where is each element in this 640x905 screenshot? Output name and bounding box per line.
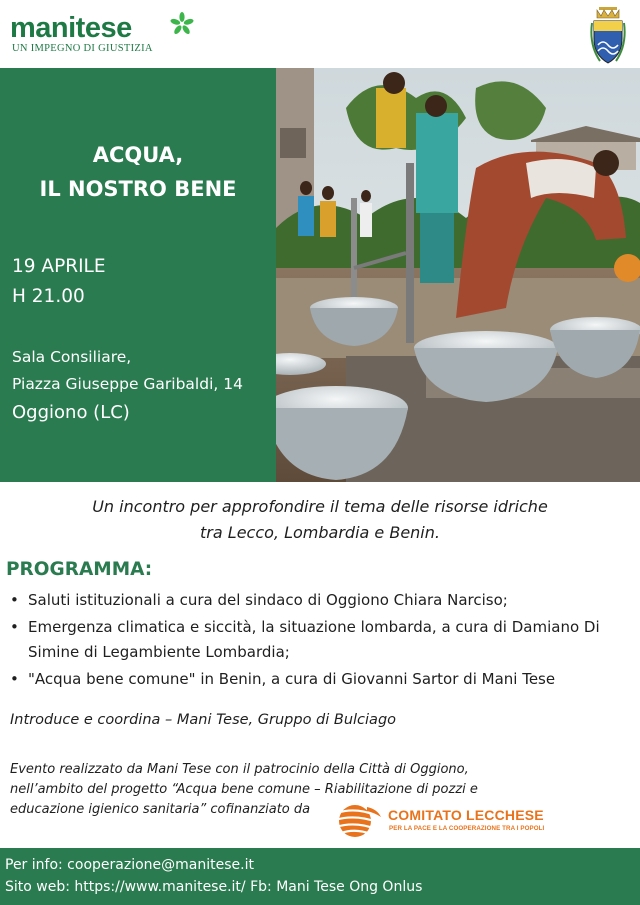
- note-line1: Evento realizzato da Mani Tese con il patrocinio della Città di Oggiono,: [10, 762, 469, 777]
- programma-heading: PROGRAMMA:: [6, 559, 153, 580]
- list-item: [10, 615, 634, 665]
- intro-line2: tra Lecco, Lombardia e Benin.: [200, 523, 440, 542]
- programma-item-text: Emergenza climatica e siccità, la situazione lombarda, a cura di Damiano Di Simine di Legambiente Lombardia;: [28, 618, 600, 661]
- header: [0, 0, 640, 68]
- logo-tagline: UN IMPEGNO DI GIUSTIZIA: [12, 43, 153, 54]
- globe-logo-icon: [331, 803, 383, 839]
- venue-line2: Piazza Giuseppe Garibaldi, 14: [12, 375, 243, 393]
- venue-line1: Sala Consiliare,: [12, 348, 132, 366]
- water-well-photo: [276, 68, 640, 482]
- hero-section: [0, 68, 640, 482]
- programma-item-text: "Acqua bene comune" in Benin, a cura di Giovanni Sartor di Mani Tese: [28, 670, 556, 688]
- event-title-line2: IL NOSTRO BENE: [39, 177, 237, 201]
- event-title: [0, 138, 276, 206]
- programma-item-text: Saluti istituzionali a cura del sindaco di Oggiono Chiara Narciso;: [28, 591, 508, 609]
- event-date: 19 APRILE: [12, 256, 106, 277]
- comitato-lecchese-logo: [331, 803, 551, 839]
- note-line2: nell’ambito del progetto “Acqua bene comune – Riabilitazione di pozzi e: [10, 782, 478, 797]
- footer-web: Sito web: https://www.manitese.it/ Fb: Mani Tese Ong Onlus: [5, 879, 423, 895]
- programma-list: [10, 588, 634, 694]
- bullet-icon: •: [10, 591, 19, 609]
- event-city: Oggiono (LC): [12, 402, 130, 423]
- event-datetime: [12, 252, 106, 312]
- bullet-icon: •: [10, 618, 19, 636]
- coat-of-arms-icon: [590, 5, 626, 67]
- star-icon: [170, 12, 194, 36]
- logo-wordmark: manitese: [10, 12, 132, 44]
- event-time: H 21.00: [12, 286, 85, 307]
- list-item: [10, 588, 634, 613]
- manitese-logo: [10, 14, 153, 54]
- footer-info: Per info: cooperazione@manitese.it: [5, 857, 254, 873]
- event-title-line1: ACQUA,: [92, 143, 184, 167]
- list-item: [10, 667, 634, 692]
- intro-text: [0, 494, 640, 546]
- comitato-name: COMITATO LECCHESE: [388, 807, 544, 823]
- bullet-icon: •: [10, 670, 19, 688]
- coordination-text: Introduce e coordina – Mani Tese, Gruppo di Bulciago: [10, 712, 397, 728]
- footer: [0, 848, 640, 905]
- comitato-subtitle: PER LA PACE E LA COOPERAZIONE TRA I POPOLI: [389, 825, 545, 832]
- note-line3: educazione igienico sanitaria” cofinanziato da: [10, 802, 311, 817]
- event-info-panel: [0, 68, 276, 482]
- event-venue: [12, 344, 243, 398]
- intro-line1: Un incontro per approfondire il tema delle risorse idriche: [92, 497, 548, 516]
